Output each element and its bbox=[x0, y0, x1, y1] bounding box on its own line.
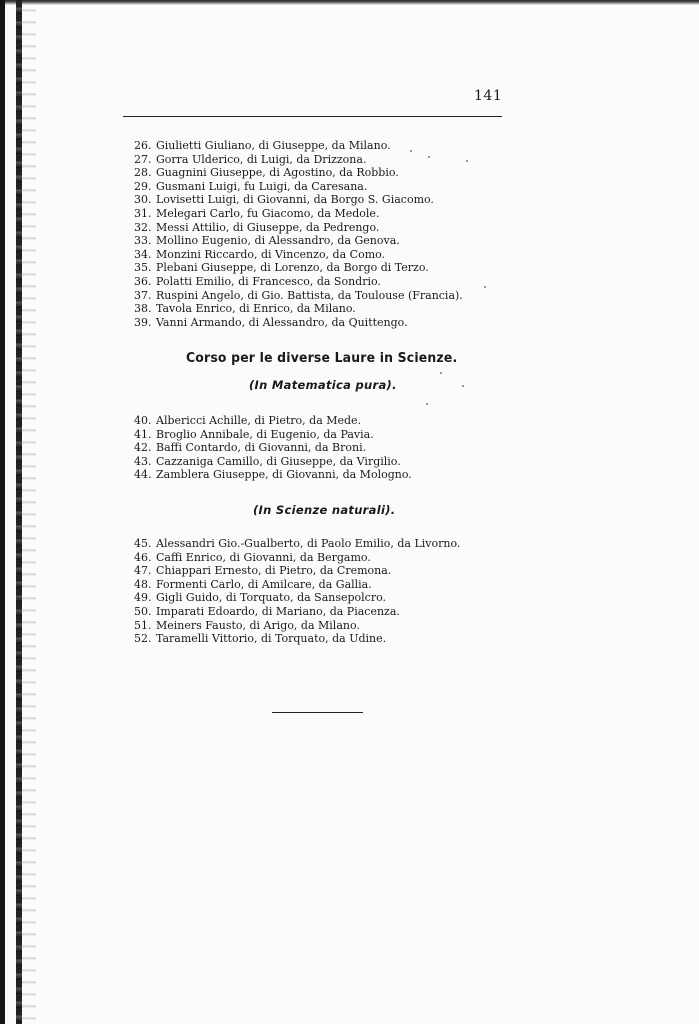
entry-text: Guagnini Giuseppe, di Agostino, da Robbio. bbox=[156, 166, 399, 180]
entry-number: 29. bbox=[134, 179, 152, 193]
list-item bbox=[134, 234, 463, 248]
entry-text: Cazzaniga Camillo, di Giuseppe, da Virgilio. bbox=[156, 454, 401, 468]
entry-number: 38. bbox=[134, 302, 152, 316]
entry-text: Monzini Riccardo, di Vincenzo, da Como. bbox=[156, 247, 386, 261]
entry-text: Mollino Eugenio, di Alessandro, da Genova. bbox=[156, 234, 400, 248]
list-item bbox=[134, 455, 412, 469]
list-item bbox=[134, 261, 463, 275]
list-item bbox=[134, 153, 463, 167]
list-item bbox=[134, 275, 463, 289]
scan-speck bbox=[462, 385, 464, 387]
entry-text: Albericci Achille, di Pietro, da Mede. bbox=[156, 414, 362, 427]
list-item bbox=[134, 180, 463, 194]
entry-text: Caffi Enrico, di Giovanni, da Bergamo. bbox=[156, 550, 371, 564]
entry-number: 37. bbox=[134, 288, 152, 302]
entry-text: Messi Attilio, di Giuseppe, da Pedrengo. bbox=[156, 220, 380, 234]
entry-text: Vanni Armando, di Alessandro, da Quittengo. bbox=[156, 315, 408, 329]
entry-number: 45. bbox=[134, 537, 152, 550]
scan-speck bbox=[428, 156, 430, 158]
subsection-title-matematica: (In Matematica pura). bbox=[249, 378, 397, 392]
scan-speck bbox=[410, 150, 412, 152]
entry-text: Gorra Ulderico, di Luigi, da Drizzona. bbox=[156, 152, 367, 166]
entry-number: 28. bbox=[134, 166, 152, 180]
entry-text: Broglio Annibale, di Eugenio, da Pavia. bbox=[156, 427, 374, 441]
entry-number: 46. bbox=[134, 550, 152, 564]
list-item bbox=[134, 193, 463, 207]
page-number: 141 bbox=[474, 88, 503, 104]
subsection-title-scienze-naturali: (In Scienze naturali). bbox=[253, 503, 396, 517]
scan-binding-edge bbox=[0, 0, 5, 1024]
list-item bbox=[134, 468, 412, 482]
entry-number: 26. bbox=[134, 139, 152, 152]
list-item bbox=[134, 289, 463, 303]
entry-text: Alessandri Gio.-Gualberto, di Paolo Emilio, da Livorno. bbox=[156, 537, 461, 550]
entry-number: 49. bbox=[134, 591, 152, 605]
list-item bbox=[134, 414, 412, 428]
list-item bbox=[134, 564, 460, 578]
entry-number: 43. bbox=[134, 454, 152, 468]
entry-number: 34. bbox=[134, 247, 152, 261]
list-item bbox=[134, 537, 460, 551]
entry-number: 31. bbox=[134, 206, 152, 220]
list-item bbox=[134, 632, 460, 646]
entry-text: Gigli Guido, di Torquato, da Sansepolcro. bbox=[156, 591, 387, 605]
entry-number: 50. bbox=[134, 604, 152, 618]
list-item bbox=[134, 551, 460, 565]
entry-number: 48. bbox=[134, 577, 152, 591]
entry-text: Melegari Carlo, fu Giacomo, da Medole. bbox=[156, 206, 380, 220]
entry-number: 36. bbox=[134, 274, 152, 288]
section-title: Corso per le diverse Laure in Scienze. bbox=[186, 350, 458, 366]
entry-number: 52. bbox=[134, 632, 152, 646]
entry-number: 39. bbox=[134, 315, 152, 329]
list-item bbox=[134, 302, 463, 316]
entry-number: 35. bbox=[134, 261, 152, 275]
list-item bbox=[134, 248, 463, 262]
entry-text: Taramelli Vittorio, di Torquato, da Udine. bbox=[156, 632, 387, 646]
student-list-3 bbox=[134, 537, 460, 646]
entry-text: Giulietti Giuliano, di Giuseppe, da Milano. bbox=[156, 139, 391, 152]
list-item bbox=[134, 139, 463, 153]
scan-speck bbox=[484, 286, 486, 288]
entry-text: Zamblera Giuseppe, di Giovanni, da Mologno. bbox=[156, 468, 412, 482]
list-item bbox=[134, 207, 463, 221]
entry-text: Chiappari Ernesto, di Pietro, da Cremona. bbox=[156, 564, 392, 578]
header-rule bbox=[123, 116, 502, 117]
list-item bbox=[134, 428, 412, 442]
entry-number: 40. bbox=[134, 414, 152, 427]
closing-rule bbox=[272, 712, 363, 713]
entry-number: 51. bbox=[134, 618, 152, 632]
entry-text: Gusmani Luigi, fu Luigi, da Caresana. bbox=[156, 179, 368, 193]
scan-speck bbox=[426, 403, 428, 405]
entry-number: 41. bbox=[134, 427, 152, 441]
scan-top-edge bbox=[0, 0, 699, 5]
list-item bbox=[134, 591, 460, 605]
scan-margin-noise bbox=[22, 0, 36, 1024]
scan-speck bbox=[466, 160, 468, 162]
entry-number: 47. bbox=[134, 564, 152, 578]
list-item bbox=[134, 316, 463, 330]
entry-text: Lovisetti Luigi, di Giovanni, da Borgo S. Giacomo. bbox=[156, 193, 434, 207]
student-list-1 bbox=[134, 139, 463, 329]
entry-number: 32. bbox=[134, 220, 152, 234]
list-item bbox=[134, 166, 463, 180]
scan-speck bbox=[440, 372, 442, 374]
entry-text: Polatti Emilio, di Francesco, da Sondrio. bbox=[156, 274, 381, 288]
list-item bbox=[134, 619, 460, 633]
entry-number: 33. bbox=[134, 234, 152, 248]
entry-text: Baffi Contardo, di Giovanni, da Broni. bbox=[156, 441, 367, 455]
entry-number: 30. bbox=[134, 193, 152, 207]
entry-text: Imparati Edoardo, di Mariano, da Piacenza. bbox=[156, 604, 400, 618]
list-item bbox=[134, 221, 463, 235]
entry-number: 44. bbox=[134, 468, 152, 482]
entry-number: 27. bbox=[134, 152, 152, 166]
entry-text: Meiners Fausto, di Arigo, da Milano. bbox=[156, 618, 360, 632]
entry-text: Formenti Carlo, di Amilcare, da Gallia. bbox=[156, 577, 372, 591]
entry-text: Ruspini Angelo, di Gio. Battista, da Toulouse (Francia). bbox=[156, 288, 463, 302]
entry-text: Plebani Giuseppe, di Lorenzo, da Borgo di Terzo. bbox=[156, 261, 429, 275]
list-item bbox=[134, 605, 460, 619]
entry-text: Tavola Enrico, di Enrico, da Milano. bbox=[156, 302, 356, 316]
entry-number: 42. bbox=[134, 441, 152, 455]
student-list-2 bbox=[134, 414, 412, 482]
list-item bbox=[134, 441, 412, 455]
list-item bbox=[134, 578, 460, 592]
